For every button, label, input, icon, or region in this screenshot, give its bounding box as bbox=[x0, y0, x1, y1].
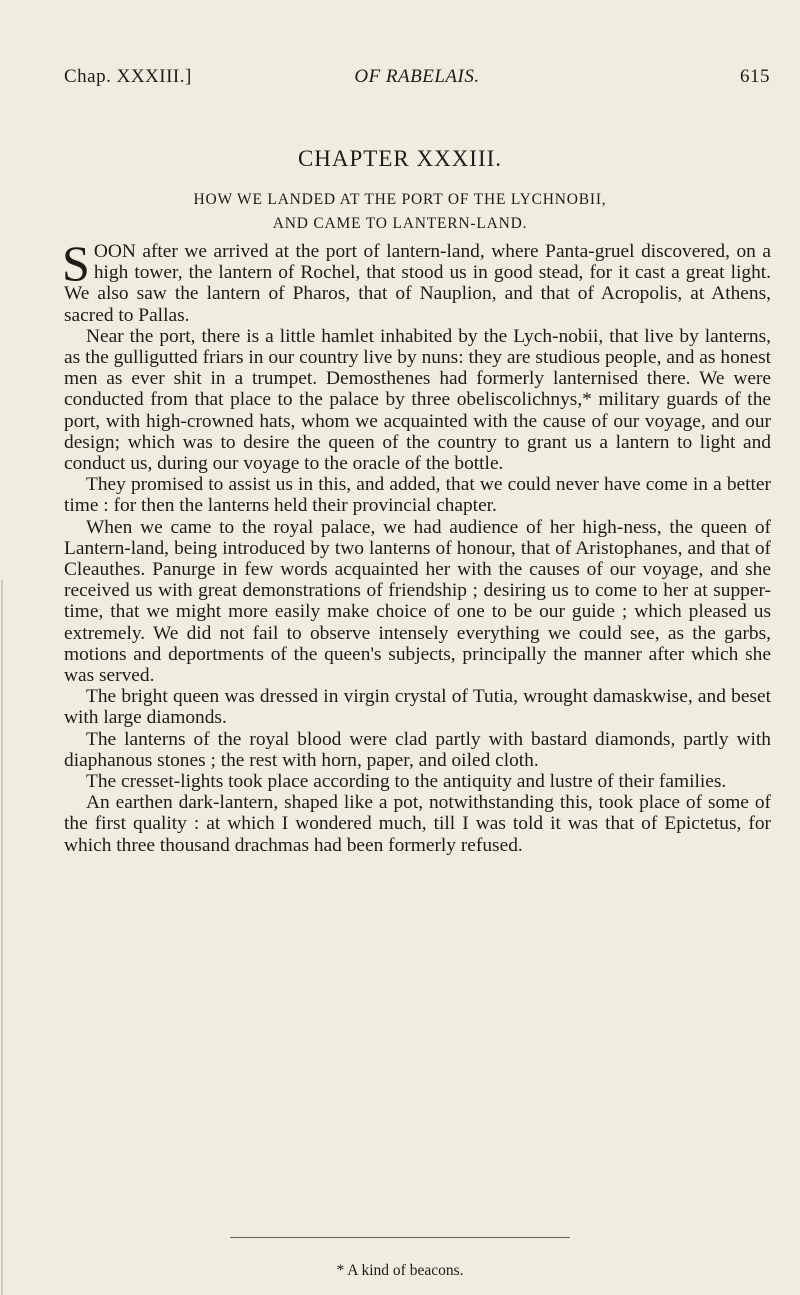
drop-cap: S bbox=[62, 235, 90, 291]
chapter-subtitle-line-2: AND CAME TO LANTERN-LAND. bbox=[272, 215, 528, 232]
paragraph: The bright queen was dressed in virgin crystal of Tutia, wrought damaskwise, and beset with large diamonds. bbox=[64, 686, 771, 729]
paragraph: The cresset-lights took place according to the antiquity and lustre of their families. bbox=[86, 771, 727, 793]
footnote-divider bbox=[230, 1237, 570, 1238]
paragraph: They promised to assist us in this, and added, that we could never have come in a better time : for then the lanterns held their provincial chapter. bbox=[64, 474, 771, 517]
paragraph: The lanterns of the royal blood were clad partly with bastard diamonds, partly with diaphanous stones ; the rest with horn, paper, and oiled cloth. bbox=[64, 728, 771, 771]
paragraph: When we came to the royal palace, we had audience of her high-ness, the queen of Lantern-land, being introduced by two lanterns of honour, that of Aristophanes, and that of Cleauthes. Panurge in few words acquainted her with the causes of our voyage, and she received us with great demonstrations of friendship ; desiring us to come to her at supper-time, that we might more easily make choice of one to be our guide ; which pleased us extremely. We did not fail to observe intensely everything we could see, as the garbs, motions and deportments of the queen's subjects, principally the manner after which she was served. bbox=[64, 516, 771, 687]
running-head-chapter: Chap. XXXIII.] bbox=[64, 66, 192, 87]
footnote: * A kind of beacons. bbox=[336, 1262, 464, 1279]
running-head-title: OF RABELAIS. bbox=[354, 66, 480, 87]
paragraph bbox=[62, 235, 771, 326]
chapter-subtitle bbox=[120, 188, 680, 236]
running-head bbox=[64, 66, 770, 96]
chapter-body bbox=[62, 235, 771, 856]
chapter-subtitle-line-1: HOW WE LANDED AT THE PORT OF THE LYCHNOBII, bbox=[193, 191, 607, 208]
chapter-title: CHAPTER XXXIII. bbox=[297, 146, 503, 171]
paragraph-text: OON after we arrived at the port of lantern-land, where Panta-gruel discovered, on a high tower, the lantern of Rochel, that stood us in good stead, for it cast a great light. We also saw the lantern of Pharos, that of Nauplion, and that of Acropolis, at Athens, sacred to Pallas. bbox=[64, 241, 771, 326]
paragraph: Near the port, there is a little hamlet inhabited by the Lych-nobii, that live by lanterns, as the gulligutted friars in our country live by nuns: they are studious people, and as honest men as ever shit in a trumpet. Demosthenes had formerly lanternised there. We were conducted from that place to the palace by three obeliscolichnys,* military guards of the port, with high-crowned hats, whom we acquainted with the cause of our voyage, and our design; which was to desire the queen of the country to grant us a lantern to light and conduct us, during our voyage to the oracle of the bottle. bbox=[64, 325, 771, 475]
page-number: 615 bbox=[740, 66, 770, 87]
page-gutter-shadow bbox=[1, 580, 3, 1295]
paragraph: An earthen dark-lantern, shaped like a pot, notwithstanding this, took place of some of the first quality : at which I wondered much, till I was told it was that of Epictetus, for which three thousand drachmas had been formerly refused. bbox=[64, 792, 771, 856]
